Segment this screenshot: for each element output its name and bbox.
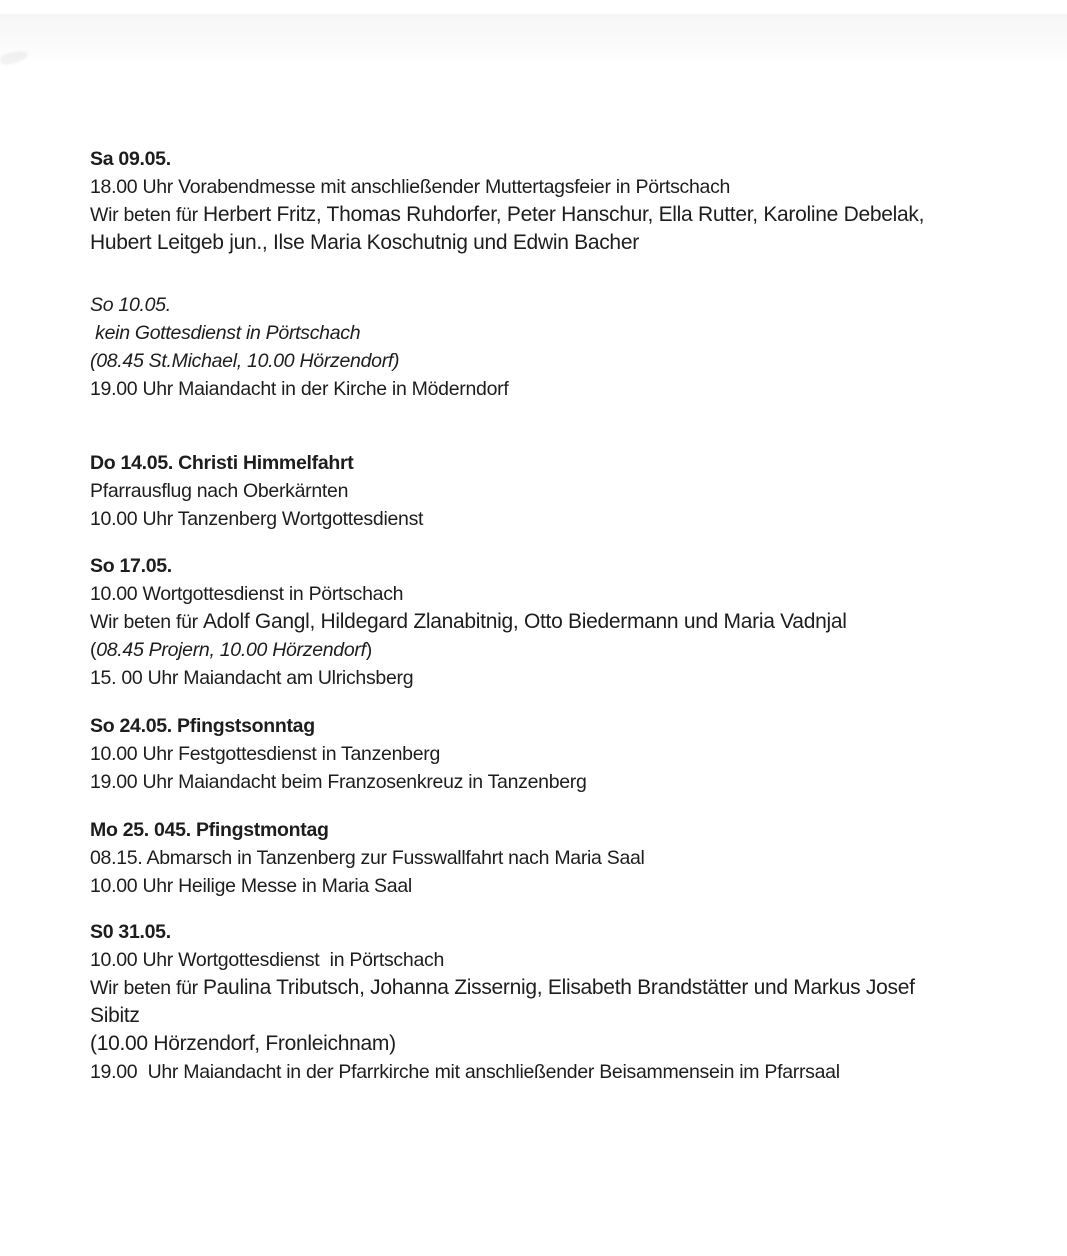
schedule-block-mo-25-05 [90, 816, 987, 900]
schedule-line [90, 1030, 987, 1058]
text-segment: 10.00 Uhr Wortgottesdienst in Pörtschach [90, 949, 445, 971]
text-segment: Pfarrausflug nach Oberkärnten [90, 480, 349, 502]
text-segment: ( [90, 639, 97, 661]
schedule-block-do-14-05 [90, 449, 987, 533]
text-segment: 19.00 Uhr Maiandacht in der Pfarrkirche mit anschließender Beisammensein im Pfarrsaal [90, 1061, 840, 1083]
text-segment: Do 14.05. Christi Himmelfahrt [90, 452, 354, 474]
schedule-line [90, 477, 987, 505]
schedule-line [90, 918, 987, 946]
schedule-line [90, 145, 987, 173]
text-segment: S0 31.05. [90, 921, 171, 943]
schedule-line [90, 816, 987, 844]
schedule-line [90, 201, 987, 229]
text-segment: 10.00 Wortgottesdienst in Pörtschach [90, 583, 404, 605]
text-segment: 08.45 Projern, 10.00 Hörzendorf [96, 639, 366, 661]
schedule-line [90, 375, 987, 403]
text-segment: 08.15. Abmarsch in Tanzenberg zur Fusswallfahrt nach Maria Saal [90, 847, 645, 869]
schedule-line [90, 347, 987, 375]
text-segment: So 10.05. [90, 294, 171, 316]
text-segment: 15. 00 Uhr Maiandacht am Ulrichsberg [90, 667, 414, 689]
schedule-line [90, 946, 987, 974]
schedule-line [90, 844, 987, 872]
schedule-line [90, 608, 987, 636]
schedule-line [90, 1058, 987, 1086]
text-segment: Wir beten für [90, 204, 203, 226]
text-segment: (08.45 St.Michael, 10.00 Hörzendorf) [90, 350, 400, 372]
schedule-line [90, 449, 987, 477]
schedule-line [90, 664, 987, 692]
schedule-line [90, 974, 987, 1002]
text-segment: Hubert Leitgeb jun., Ilse Maria Koschutnig und Edwin Bacher [90, 231, 639, 254]
schedule-line [90, 712, 987, 740]
text-segment: Sa 09.05. [90, 148, 171, 170]
schedule-line [90, 229, 987, 257]
text-segment: 18.00 Uhr Vorabendmesse mit anschließender Muttertagsfeier in Pörtschach [90, 176, 731, 198]
schedule-line [90, 580, 987, 608]
text-segment: Wir beten für [90, 611, 203, 633]
schedule-line [90, 505, 987, 533]
schedule-line [90, 768, 987, 796]
text-segment: 19.00 Uhr Maiandacht beim Franzosenkreuz in Tanzenberg [90, 771, 587, 793]
text-segment: Herbert Fritz, Thomas Ruhdorfer, Peter Hanschur, Ella Rutter, Karoline Debelak, [202, 203, 925, 226]
text-segment: Wir beten für [90, 977, 203, 999]
schedule-block-so-17-05 [90, 552, 987, 692]
schedule-block-sa-09-05 [90, 145, 987, 257]
text-segment: Paulina Tributsch, Johanna Zissernig, Elisabeth Brandstätter und Markus Josef [202, 976, 915, 999]
schedule-block-so-31-05 [90, 918, 987, 1086]
schedule-block-so-10-05 [90, 291, 987, 403]
text-segment: So 17.05. [90, 555, 172, 577]
text-segment: 10.00 Uhr Heilige Messe in Maria Saal [90, 875, 412, 897]
text-segment: Sibitz [90, 1004, 140, 1027]
schedule-line [90, 319, 987, 347]
text-segment: ) [365, 639, 372, 661]
text-segment: So 24.05. Pfingstsonntag [90, 715, 315, 737]
text-segment: Adolf Gangl, Hildegard Zlanabitnig, Otto Biedermann und Maria Vadnjal [202, 610, 847, 633]
text-segment: (10.00 Hörzendorf, Fronleichnam) [90, 1032, 396, 1055]
text-segment: Mo 25. 045. Pfingstmontag [90, 819, 329, 841]
schedule-line [90, 1002, 987, 1030]
text-segment: 10.00 Uhr Tanzenberg Wortgottesdienst [90, 508, 424, 530]
schedule-line [90, 740, 987, 768]
schedule-line [90, 636, 987, 664]
schedule-line [90, 291, 987, 319]
schedule-line [90, 173, 987, 201]
schedule-line [90, 872, 987, 900]
text-segment: kein Gottesdienst in Pörtschach [90, 322, 361, 344]
text-segment: 19.00 Uhr Maiandacht in der Kirche in Möderndorf [90, 378, 509, 400]
schedule-block-so-24-05 [90, 712, 987, 796]
schedule-line [90, 552, 987, 580]
text-segment: 10.00 Uhr Festgottesdienst in Tanzenberg [90, 743, 441, 765]
